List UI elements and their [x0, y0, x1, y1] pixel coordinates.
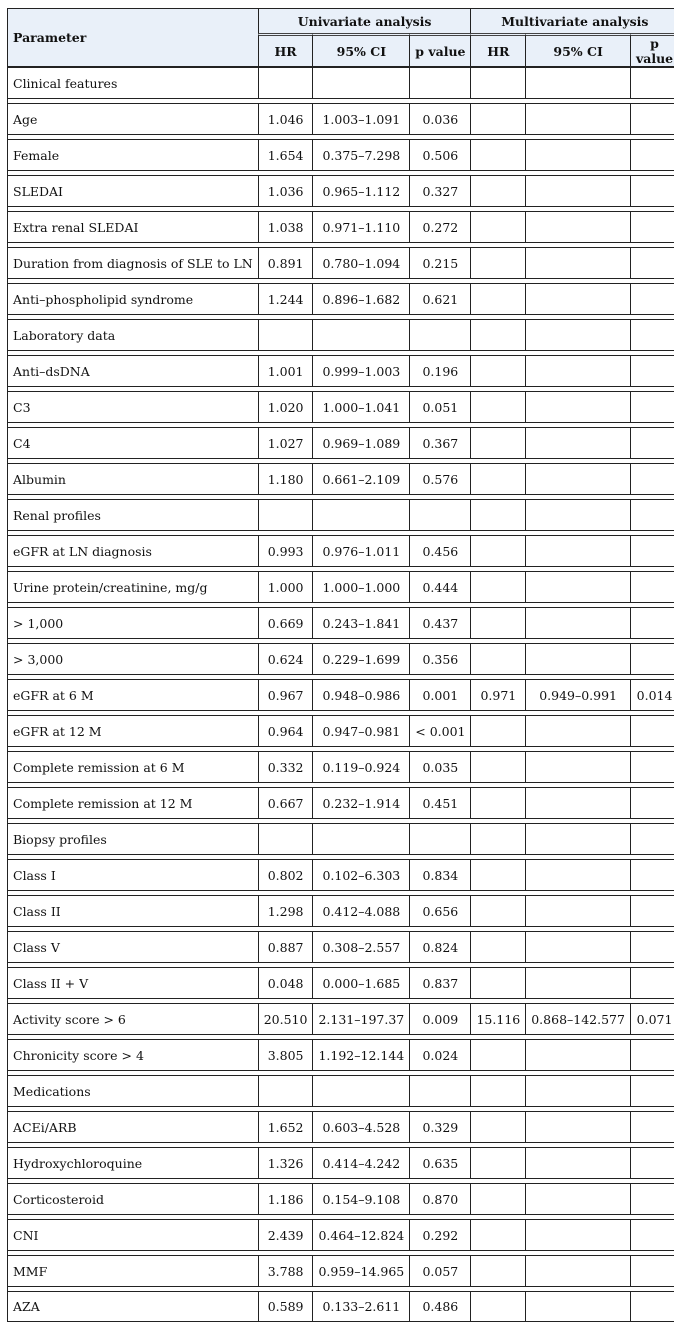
row-label: C4: [7, 427, 258, 458]
univariate-hr: 0.964: [258, 715, 313, 746]
univariate-p: 0.035: [409, 751, 470, 782]
row-label: Female: [7, 139, 258, 170]
univariate-p: 0.036: [409, 103, 470, 134]
multivariate-p: [630, 175, 674, 206]
header-multivariate-p: p value: [630, 33, 674, 67]
row-label: Duration from diagnosis of SLE to LN: [7, 247, 258, 278]
multivariate-hr: [470, 391, 525, 422]
univariate-hr: 1.027: [258, 427, 313, 458]
row-label: SLEDAI: [7, 175, 258, 206]
table-row: [7, 967, 674, 998]
univariate-hr: 0.667: [258, 787, 313, 818]
row-label: Albumin: [7, 463, 258, 494]
multivariate-hr: [470, 175, 525, 206]
row-label: C3: [7, 391, 258, 422]
univariate-ci: 1.000–1.000: [312, 571, 409, 602]
univariate-ci: 0.102–6.303: [312, 859, 409, 890]
row-label: MMF: [7, 1255, 258, 1286]
multivariate-ci: [525, 823, 630, 854]
multivariate-hr: [470, 247, 525, 278]
multivariate-ci: [525, 535, 630, 566]
univariate-ci: 0.119–0.924: [312, 751, 409, 782]
univariate-hr: 1.652: [258, 1111, 313, 1142]
multivariate-ci: [525, 607, 630, 638]
header-multivariate-ci: 95% CI: [525, 33, 630, 67]
row-label: Class II: [7, 895, 258, 926]
multivariate-p: 0.014: [630, 679, 674, 710]
univariate-hr: 0.669: [258, 607, 313, 638]
multivariate-hr: 15.116: [470, 1003, 525, 1034]
univariate-hr: 0.048: [258, 967, 313, 998]
multivariate-hr: [470, 283, 525, 314]
row-label: Chronicity score > 4: [7, 1039, 258, 1070]
section-row: [7, 499, 674, 530]
univariate-p: 0.451: [409, 787, 470, 818]
multivariate-ci: [525, 247, 630, 278]
univariate-ci: 1.003–1.091: [312, 103, 409, 134]
multivariate-hr: [470, 499, 525, 530]
multivariate-ci: [525, 175, 630, 206]
univariate-p: 0.329: [409, 1111, 470, 1142]
univariate-hr: [258, 319, 313, 350]
multivariate-hr: 0.971: [470, 679, 525, 710]
row-label: eGFR at 6 M: [7, 679, 258, 710]
multivariate-p: [630, 859, 674, 890]
univariate-hr: 0.332: [258, 751, 313, 782]
univariate-p: 0.367: [409, 427, 470, 458]
multivariate-p: 0.071: [630, 1003, 674, 1034]
multivariate-ci: [525, 463, 630, 494]
multivariate-hr: [470, 463, 525, 494]
multivariate-hr: [470, 571, 525, 602]
row-label: Clinical features: [7, 67, 258, 98]
multivariate-hr: [470, 823, 525, 854]
univariate-ci: 0.308–2.557: [312, 931, 409, 962]
multivariate-ci: [525, 643, 630, 674]
multivariate-ci: [525, 1147, 630, 1178]
univariate-ci: [312, 1075, 409, 1106]
univariate-ci: 0.965–1.112: [312, 175, 409, 206]
univariate-hr: 3.805: [258, 1039, 313, 1070]
univariate-hr: [258, 499, 313, 530]
table-row: [7, 1111, 674, 1142]
univariate-ci: 0.896–1.682: [312, 283, 409, 314]
row-label: Activity score > 6: [7, 1003, 258, 1034]
table-row: [7, 1291, 674, 1322]
table-header: [7, 8, 674, 67]
section-row: [7, 1075, 674, 1106]
multivariate-p: [630, 1147, 674, 1178]
univariate-ci: 0.947–0.981: [312, 715, 409, 746]
multivariate-p: [630, 931, 674, 962]
univariate-p: 0.506: [409, 139, 470, 170]
univariate-p: [409, 499, 470, 530]
row-label: Medications: [7, 1075, 258, 1106]
univariate-p: 0.456: [409, 535, 470, 566]
multivariate-p: [630, 499, 674, 530]
multivariate-ci: [525, 139, 630, 170]
table-row: [7, 859, 674, 890]
univariate-hr: 1.001: [258, 355, 313, 386]
header-univariate-hr: HR: [258, 33, 313, 67]
multivariate-hr: [470, 1291, 525, 1322]
univariate-ci: 0.661–2.109: [312, 463, 409, 494]
multivariate-hr: [470, 643, 525, 674]
header-univariate-ci: 95% CI: [312, 33, 409, 67]
multivariate-p: [630, 1183, 674, 1214]
multivariate-p: [630, 1291, 674, 1322]
multivariate-p: [630, 751, 674, 782]
multivariate-ci: 0.868–142.577: [525, 1003, 630, 1034]
row-label: ACEi/ARB: [7, 1111, 258, 1142]
multivariate-p: [630, 1075, 674, 1106]
univariate-hr: [258, 67, 313, 98]
univariate-p: 0.272: [409, 211, 470, 242]
multivariate-p: [630, 823, 674, 854]
multivariate-p: [630, 715, 674, 746]
univariate-ci: 0.133–2.611: [312, 1291, 409, 1322]
multivariate-p: [630, 571, 674, 602]
univariate-hr: 0.891: [258, 247, 313, 278]
multivariate-ci: [525, 1075, 630, 1106]
hazard-ratio-table: [7, 8, 674, 1322]
multivariate-p: [630, 463, 674, 494]
univariate-hr: 0.624: [258, 643, 313, 674]
row-label: Corticosteroid: [7, 1183, 258, 1214]
univariate-ci: 0.464–12.824: [312, 1219, 409, 1250]
row-label: Laboratory data: [7, 319, 258, 350]
univariate-ci: 0.976–1.011: [312, 535, 409, 566]
multivariate-p: [630, 895, 674, 926]
multivariate-hr: [470, 1219, 525, 1250]
univariate-p: 0.656: [409, 895, 470, 926]
multivariate-ci: [525, 859, 630, 890]
univariate-p: 0.444: [409, 571, 470, 602]
multivariate-hr: [470, 895, 525, 926]
multivariate-ci: [525, 499, 630, 530]
table-row: [7, 571, 674, 602]
table-row: [7, 895, 674, 926]
multivariate-hr: [470, 319, 525, 350]
multivariate-ci: [525, 967, 630, 998]
multivariate-ci: [525, 1039, 630, 1070]
multivariate-p: [630, 211, 674, 242]
univariate-p: 0.001: [409, 679, 470, 710]
univariate-p: 0.051: [409, 391, 470, 422]
univariate-hr: 0.589: [258, 1291, 313, 1322]
multivariate-p: [630, 139, 674, 170]
univariate-p: 0.327: [409, 175, 470, 206]
table-row: [7, 1255, 674, 1286]
multivariate-ci: [525, 1111, 630, 1142]
table-row: [7, 751, 674, 782]
table-row: [7, 355, 674, 386]
univariate-ci: 0.412–4.088: [312, 895, 409, 926]
univariate-hr: 1.180: [258, 463, 313, 494]
univariate-hr: 1.244: [258, 283, 313, 314]
univariate-p: 0.837: [409, 967, 470, 998]
univariate-hr: 0.802: [258, 859, 313, 890]
header-multivariate: Multivariate analysis: [470, 8, 674, 33]
multivariate-hr: [470, 967, 525, 998]
multivariate-hr: [470, 427, 525, 458]
multivariate-hr: [470, 355, 525, 386]
multivariate-ci: [525, 211, 630, 242]
univariate-p: 0.057: [409, 1255, 470, 1286]
row-label: eGFR at 12 M: [7, 715, 258, 746]
univariate-ci: [312, 499, 409, 530]
univariate-hr: 1.326: [258, 1147, 313, 1178]
multivariate-hr: [470, 607, 525, 638]
multivariate-hr: [470, 1075, 525, 1106]
multivariate-p: [630, 1111, 674, 1142]
table-body: [7, 67, 674, 1322]
multivariate-hr: [470, 715, 525, 746]
univariate-p: 0.635: [409, 1147, 470, 1178]
univariate-hr: 1.036: [258, 175, 313, 206]
univariate-ci: [312, 823, 409, 854]
header-parameter: Parameter: [7, 8, 258, 67]
multivariate-p: [630, 391, 674, 422]
univariate-hr: 2.439: [258, 1219, 313, 1250]
table-row: [7, 1039, 674, 1070]
multivariate-p: [630, 67, 674, 98]
multivariate-ci: [525, 895, 630, 926]
row-label: Complete remission at 6 M: [7, 751, 258, 782]
table-row: [7, 931, 674, 962]
multivariate-hr: [470, 787, 525, 818]
univariate-hr: 1.298: [258, 895, 313, 926]
multivariate-hr: [470, 67, 525, 98]
univariate-hr: 20.510: [258, 1003, 313, 1034]
row-label: Class I: [7, 859, 258, 890]
multivariate-ci: [525, 67, 630, 98]
univariate-hr: 0.967: [258, 679, 313, 710]
multivariate-ci: [525, 319, 630, 350]
row-label: AZA: [7, 1291, 258, 1322]
row-label: CNI: [7, 1219, 258, 1250]
row-label: Complete remission at 12 M: [7, 787, 258, 818]
table-row: [7, 283, 674, 314]
univariate-hr: 1.000: [258, 571, 313, 602]
univariate-hr: 0.887: [258, 931, 313, 962]
table-row: [7, 1147, 674, 1178]
row-label: Anti–phospholipid syndrome: [7, 283, 258, 314]
univariate-p: < 0.001: [409, 715, 470, 746]
multivariate-p: [630, 247, 674, 278]
table-row: [7, 1219, 674, 1250]
section-row: [7, 67, 674, 98]
multivariate-ci: 0.949–0.991: [525, 679, 630, 710]
multivariate-p: [630, 319, 674, 350]
header-univariate: Univariate analysis: [258, 8, 471, 33]
table-row: [7, 211, 674, 242]
row-label: Extra renal SLEDAI: [7, 211, 258, 242]
univariate-ci: 0.000–1.685: [312, 967, 409, 998]
multivariate-hr: [470, 859, 525, 890]
univariate-p: 0.870: [409, 1183, 470, 1214]
multivariate-p: [630, 643, 674, 674]
univariate-ci: 0.780–1.094: [312, 247, 409, 278]
multivariate-hr: [470, 139, 525, 170]
multivariate-hr: [470, 1111, 525, 1142]
table-row: [7, 175, 674, 206]
univariate-p: 0.621: [409, 283, 470, 314]
table-row: [7, 643, 674, 674]
row-label: Urine protein/creatinine, mg/g: [7, 571, 258, 602]
univariate-hr: [258, 1075, 313, 1106]
section-row: [7, 823, 674, 854]
table-row: [7, 787, 674, 818]
univariate-hr: 3.788: [258, 1255, 313, 1286]
univariate-hr: 1.038: [258, 211, 313, 242]
table-row: [7, 139, 674, 170]
multivariate-p: [630, 355, 674, 386]
univariate-ci: 2.131–197.37: [312, 1003, 409, 1034]
univariate-ci: 0.603–4.528: [312, 1111, 409, 1142]
multivariate-p: [630, 1219, 674, 1250]
multivariate-ci: [525, 1219, 630, 1250]
table-row: [7, 391, 674, 422]
table-row: [7, 1003, 674, 1034]
table-row: [7, 103, 674, 134]
row-label: > 1,000: [7, 607, 258, 638]
multivariate-ci: [525, 427, 630, 458]
multivariate-hr: [470, 1183, 525, 1214]
univariate-p: [409, 319, 470, 350]
univariate-ci: [312, 319, 409, 350]
univariate-p: 0.196: [409, 355, 470, 386]
univariate-ci: [312, 67, 409, 98]
univariate-p: 0.009: [409, 1003, 470, 1034]
table-row: [7, 607, 674, 638]
multivariate-hr: [470, 751, 525, 782]
row-label: Class II + V: [7, 967, 258, 998]
univariate-hr: 0.993: [258, 535, 313, 566]
univariate-ci: 0.969–1.089: [312, 427, 409, 458]
section-row: [7, 319, 674, 350]
row-label: Anti–dsDNA: [7, 355, 258, 386]
univariate-ci: 0.154–9.108: [312, 1183, 409, 1214]
univariate-ci: 0.243–1.841: [312, 607, 409, 638]
header-univariate-p: p value: [409, 33, 470, 67]
row-label: Biopsy profiles: [7, 823, 258, 854]
univariate-hr: 1.020: [258, 391, 313, 422]
multivariate-ci: [525, 1255, 630, 1286]
header-multivariate-hr: HR: [470, 33, 525, 67]
row-label: > 3,000: [7, 643, 258, 674]
univariate-hr: 1.654: [258, 139, 313, 170]
multivariate-ci: [525, 571, 630, 602]
univariate-ci: 0.999–1.003: [312, 355, 409, 386]
multivariate-p: [630, 787, 674, 818]
multivariate-ci: [525, 391, 630, 422]
multivariate-p: [630, 1255, 674, 1286]
univariate-p: [409, 67, 470, 98]
multivariate-ci: [525, 283, 630, 314]
row-label: Renal profiles: [7, 499, 258, 530]
multivariate-p: [630, 1039, 674, 1070]
multivariate-p: [630, 427, 674, 458]
table-row: [7, 463, 674, 494]
univariate-p: 0.834: [409, 859, 470, 890]
multivariate-p: [630, 535, 674, 566]
univariate-p: [409, 823, 470, 854]
multivariate-ci: [525, 787, 630, 818]
multivariate-ci: [525, 931, 630, 962]
multivariate-p: [630, 103, 674, 134]
univariate-ci: 0.375–7.298: [312, 139, 409, 170]
univariate-hr: 1.186: [258, 1183, 313, 1214]
multivariate-ci: [525, 1183, 630, 1214]
table-row: [7, 535, 674, 566]
row-label: eGFR at LN diagnosis: [7, 535, 258, 566]
univariate-ci: 1.000–1.041: [312, 391, 409, 422]
multivariate-hr: [470, 1255, 525, 1286]
univariate-ci: 1.192–12.144: [312, 1039, 409, 1070]
multivariate-hr: [470, 1039, 525, 1070]
multivariate-p: [630, 283, 674, 314]
univariate-ci: 0.229–1.699: [312, 643, 409, 674]
univariate-ci: 0.948–0.986: [312, 679, 409, 710]
multivariate-hr: [470, 535, 525, 566]
table-row: [7, 427, 674, 458]
multivariate-ci: [525, 1291, 630, 1322]
row-label: Hydroxychloroquine: [7, 1147, 258, 1178]
univariate-p: 0.486: [409, 1291, 470, 1322]
row-label: Class V: [7, 931, 258, 962]
multivariate-ci: [525, 103, 630, 134]
univariate-ci: 0.959–14.965: [312, 1255, 409, 1286]
univariate-p: 0.437: [409, 607, 470, 638]
table-row: [7, 715, 674, 746]
univariate-p: 0.576: [409, 463, 470, 494]
univariate-ci: 0.232–1.914: [312, 787, 409, 818]
univariate-p: [409, 1075, 470, 1106]
row-label: Age: [7, 103, 258, 134]
multivariate-hr: [470, 1147, 525, 1178]
univariate-p: 0.824: [409, 931, 470, 962]
multivariate-ci: [525, 751, 630, 782]
univariate-ci: 0.971–1.110: [312, 211, 409, 242]
multivariate-hr: [470, 103, 525, 134]
univariate-hr: [258, 823, 313, 854]
multivariate-ci: [525, 355, 630, 386]
table-row: [7, 1183, 674, 1214]
univariate-p: 0.356: [409, 643, 470, 674]
multivariate-p: [630, 967, 674, 998]
univariate-p: 0.024: [409, 1039, 470, 1070]
multivariate-hr: [470, 931, 525, 962]
univariate-p: 0.215: [409, 247, 470, 278]
table-row: [7, 679, 674, 710]
univariate-hr: 1.046: [258, 103, 313, 134]
table-row: [7, 247, 674, 278]
multivariate-p: [630, 607, 674, 638]
univariate-ci: 0.414–4.242: [312, 1147, 409, 1178]
univariate-p: 0.292: [409, 1219, 470, 1250]
multivariate-ci: [525, 715, 630, 746]
multivariate-hr: [470, 211, 525, 242]
